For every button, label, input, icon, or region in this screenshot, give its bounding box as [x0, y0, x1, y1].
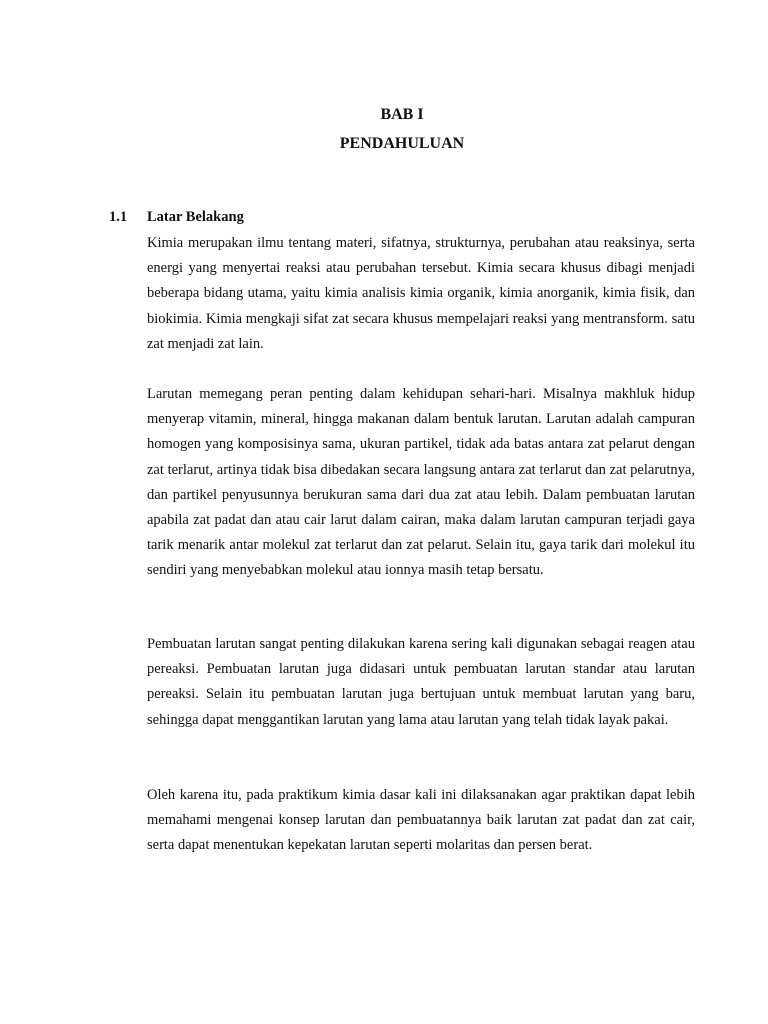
section-number: 1.1: [109, 209, 128, 225]
chapter-title: PENDAHULUAN: [339, 135, 465, 152]
paragraph-4: Oleh karena itu, pada praktikum kimia dasar kali ini dilaksanakan agar praktikan dapat lebih memahami mengenai konsep larutan dan pembuatannya baik larutan zat padat dan zat cair, serta dapat menentukan kepekatan larutan seperti molaritas dan persen berat.: [147, 787, 695, 854]
section-title: Latar Belakang: [147, 209, 244, 225]
paragraph-2: Larutan memegang peran penting dalam kehidupan sehari-hari. Misalnya makhluk hidup menyerap vitamin, mineral, hingga makanan dalam bentuk larutan. Larutan adalah campuran homogen yang komposisinya sama, ukuran partikel, tidak ada batas antara zat pelarut dengan zat terlarut, artinya tidak bisa dibedakan secara langsung antara zat terlarut dan zat pelarutnya, dan partikel penyusunnya berukuran sama dari dua zat atau lebih. Dalam pembuatan larutan apabila zat padat dan atau cair larut dalam cairan, maka dalam larutan campuran terjadi gaya tarik menarik antar molekul zat terlarut dan zat pelarut. Selain itu, gaya tarik dari molekul itu sendiri yang menyebabkan molekul atau ionnya masih tetap bersatu.: [147, 386, 695, 579]
paragraph-1: Kimia merupakan ilmu tentang materi, sifatnya, strukturnya, perubahan atau reaksinya, serta energi yang menyertai reaksi atau perubahan tersebut. Kimia secara khusus dibagi menjadi beberapa bidang utama, yaitu kimia analisis kimia organik, kimia anorganik, kimia fisik, dan biokimia. Kimia mengkaji sifat zat secara khusus mempelajari reaksi yang mentransform. satu zat menjadi zat lain.: [147, 235, 695, 352]
chapter-label: BAB I: [380, 106, 424, 123]
paragraph-3: Pembuatan larutan sangat penting dilakukan karena sering kali digunakan sebagai reagen atau pereaksi. Pembuatan larutan juga didasari untuk pembuatan larutan standar atau larutan pereaksi. Selain itu pembuatan larutan juga bertujuan untuk membuat larutan yang baru, sehingga dapat menggantikan larutan yang lama atau larutan yang telah tidak layak pakai.: [147, 636, 695, 728]
section-heading: [109, 206, 649, 228]
